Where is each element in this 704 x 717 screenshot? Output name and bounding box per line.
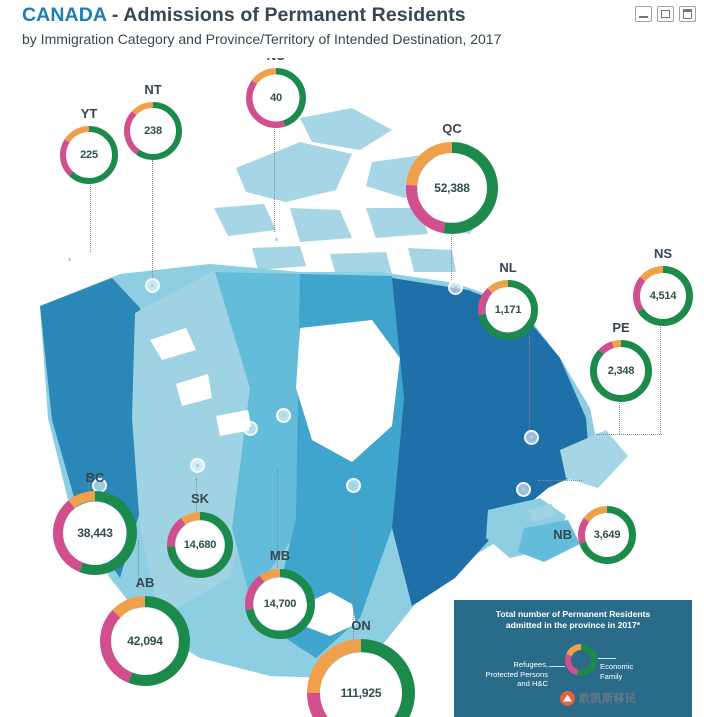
donut-label-ns: NS bbox=[653, 246, 673, 261]
legend-title-line1: Total number of Permanent Residents bbox=[495, 609, 651, 619]
map-dot-sk bbox=[243, 421, 258, 436]
donut-mb[interactable] bbox=[245, 548, 315, 639]
donut-value-yt: 225 bbox=[80, 149, 98, 161]
map-dot-nl bbox=[524, 430, 539, 445]
title-rest: - Admissions of Permanent Residents bbox=[106, 4, 466, 26]
close-icon[interactable] bbox=[679, 6, 696, 22]
donut-value-sk: 14,680 bbox=[183, 539, 217, 551]
leader-yt bbox=[90, 180, 91, 252]
minimize-icon[interactable] bbox=[635, 6, 652, 22]
donut-value-pe: 2,348 bbox=[607, 365, 635, 377]
donut-pe[interactable] bbox=[590, 320, 652, 402]
donut-yt[interactable] bbox=[60, 106, 118, 184]
donut-qc[interactable] bbox=[406, 121, 498, 234]
leader-nb-h bbox=[538, 480, 582, 481]
leader-nt bbox=[152, 160, 153, 282]
donut-nl[interactable] bbox=[478, 260, 538, 340]
leader-ns-v bbox=[660, 324, 661, 434]
donut-nb[interactable] bbox=[553, 506, 636, 564]
leader-ns-h bbox=[596, 434, 662, 435]
donut-value-ab: 42,094 bbox=[127, 634, 163, 648]
donut-label-qc: QC bbox=[442, 121, 462, 136]
legend-line-right bbox=[598, 658, 616, 659]
map-dot-on bbox=[346, 478, 361, 493]
title-strong: CANADA bbox=[22, 4, 107, 26]
watermark bbox=[560, 690, 637, 706]
watermark-logo-icon bbox=[560, 691, 575, 706]
donut-nt[interactable] bbox=[124, 82, 182, 160]
donut-value-nu: 40 bbox=[270, 92, 282, 104]
maximize-icon[interactable] bbox=[657, 6, 674, 22]
donut-value-nl: 1,171 bbox=[494, 304, 522, 316]
donut-value-on: 111,925 bbox=[340, 686, 382, 700]
legend-label-refugees: Refugees, Protected Persons and H&C bbox=[485, 660, 548, 688]
leader-nu bbox=[274, 126, 275, 232]
donut-label-yt: YT bbox=[80, 106, 98, 121]
donut-ab[interactable] bbox=[100, 575, 190, 686]
map-dot-nb bbox=[516, 482, 531, 497]
donut-value-ns: 4,514 bbox=[649, 290, 677, 302]
donut-label-on: ON bbox=[351, 618, 371, 633]
donut-value-mb: 14,700 bbox=[263, 598, 297, 610]
donut-value-nb: 3,649 bbox=[593, 529, 621, 541]
donut-value-nt: 238 bbox=[144, 125, 162, 137]
donut-on[interactable] bbox=[307, 618, 415, 717]
donut-label-bc: BC bbox=[85, 470, 105, 485]
legend-donut bbox=[563, 642, 599, 683]
watermark-text: 欧凯斯移民 bbox=[579, 693, 637, 705]
map-dot-ab bbox=[190, 458, 205, 473]
legend-title bbox=[454, 609, 692, 631]
donut-label-sk: SK bbox=[190, 491, 210, 506]
map-dot-yt bbox=[62, 252, 77, 267]
legend-line-left bbox=[549, 666, 565, 667]
page-subtitle: by Immigration Category and Province/Territory of Intended Destination, 2017 bbox=[22, 31, 502, 47]
map-dot-nt bbox=[145, 278, 160, 293]
leader-mb bbox=[277, 470, 278, 580]
donut-value-qc: 52,388 bbox=[434, 181, 470, 195]
donut-label-nb: NB bbox=[553, 527, 572, 542]
donut-ns[interactable] bbox=[633, 246, 693, 326]
legend-label-economic: Economic Family bbox=[600, 662, 634, 681]
map-dot-mb bbox=[276, 408, 291, 423]
donut-label-ab: AB bbox=[135, 575, 155, 590]
donut-nu[interactable] bbox=[246, 68, 306, 128]
donut-sk[interactable] bbox=[167, 491, 233, 578]
donut-label-pe: PE bbox=[612, 320, 630, 335]
donut-label-nl: NL bbox=[499, 260, 517, 275]
map-dot-qc bbox=[448, 280, 463, 295]
donut-value-bc: 38,443 bbox=[77, 526, 113, 540]
map-dot-nu bbox=[269, 232, 284, 247]
window-controls bbox=[635, 6, 696, 22]
header bbox=[0, 0, 704, 58]
leader-pe bbox=[619, 400, 620, 434]
donut-bc[interactable] bbox=[53, 470, 137, 575]
leader-nl bbox=[529, 336, 530, 432]
donut-label-nt: NT bbox=[144, 82, 162, 97]
legend-donut-svg bbox=[563, 642, 599, 678]
page-title bbox=[22, 4, 466, 27]
donut-label-mb: MB bbox=[269, 548, 291, 563]
legend-title-line2: admitted in the province in 2017* bbox=[505, 620, 641, 630]
